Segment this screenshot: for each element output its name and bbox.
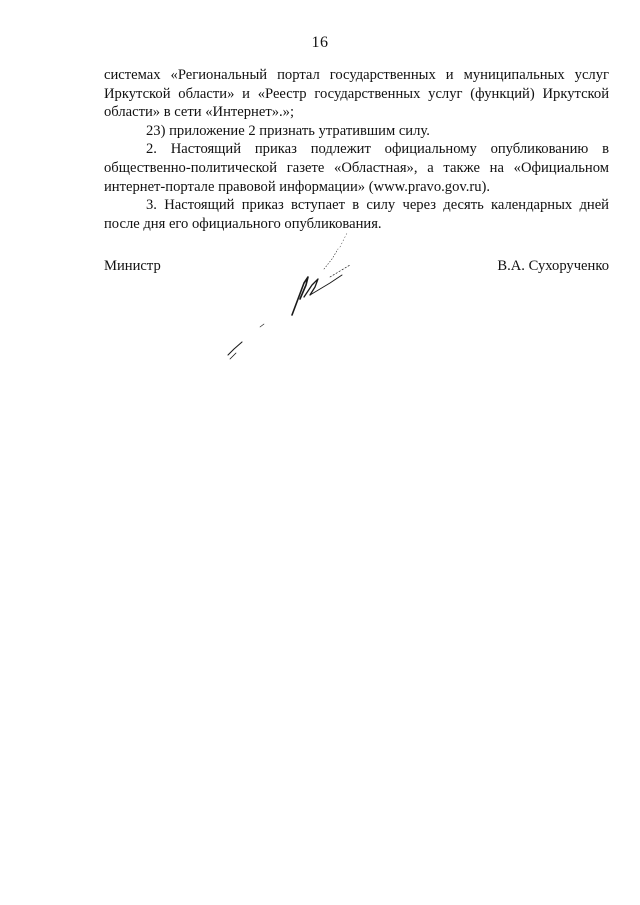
paragraph-item-23: 23) приложение 2 признать утратившим силу.	[146, 122, 430, 139]
paragraph-effective-date: 3. Настоящий приказ вступает в силу через десять календарных дней после дня его официального опубликования.	[104, 197, 609, 232]
page-number: 16	[311, 34, 329, 51]
paragraph-continuation: системах «Региональный портал государственных и муниципальных услуг Иркутской области» и «Реестр государственных услуг (функций) Иркутской области» в сети «Интернет».»;	[104, 67, 609, 121]
signatory-name: В.А. Сухорученко	[497, 258, 609, 274]
position-title: Министр	[104, 258, 161, 274]
handwritten-signature	[220, 225, 370, 365]
document-body	[104, 66, 609, 233]
paragraph-publication: 2. Настоящий приказ подлежит официальному опубликованию в общественно-политической газете «Областная», а также на «Официальном интернет-портале правовой информации» (www.pravo.gov.ru).	[104, 141, 609, 195]
